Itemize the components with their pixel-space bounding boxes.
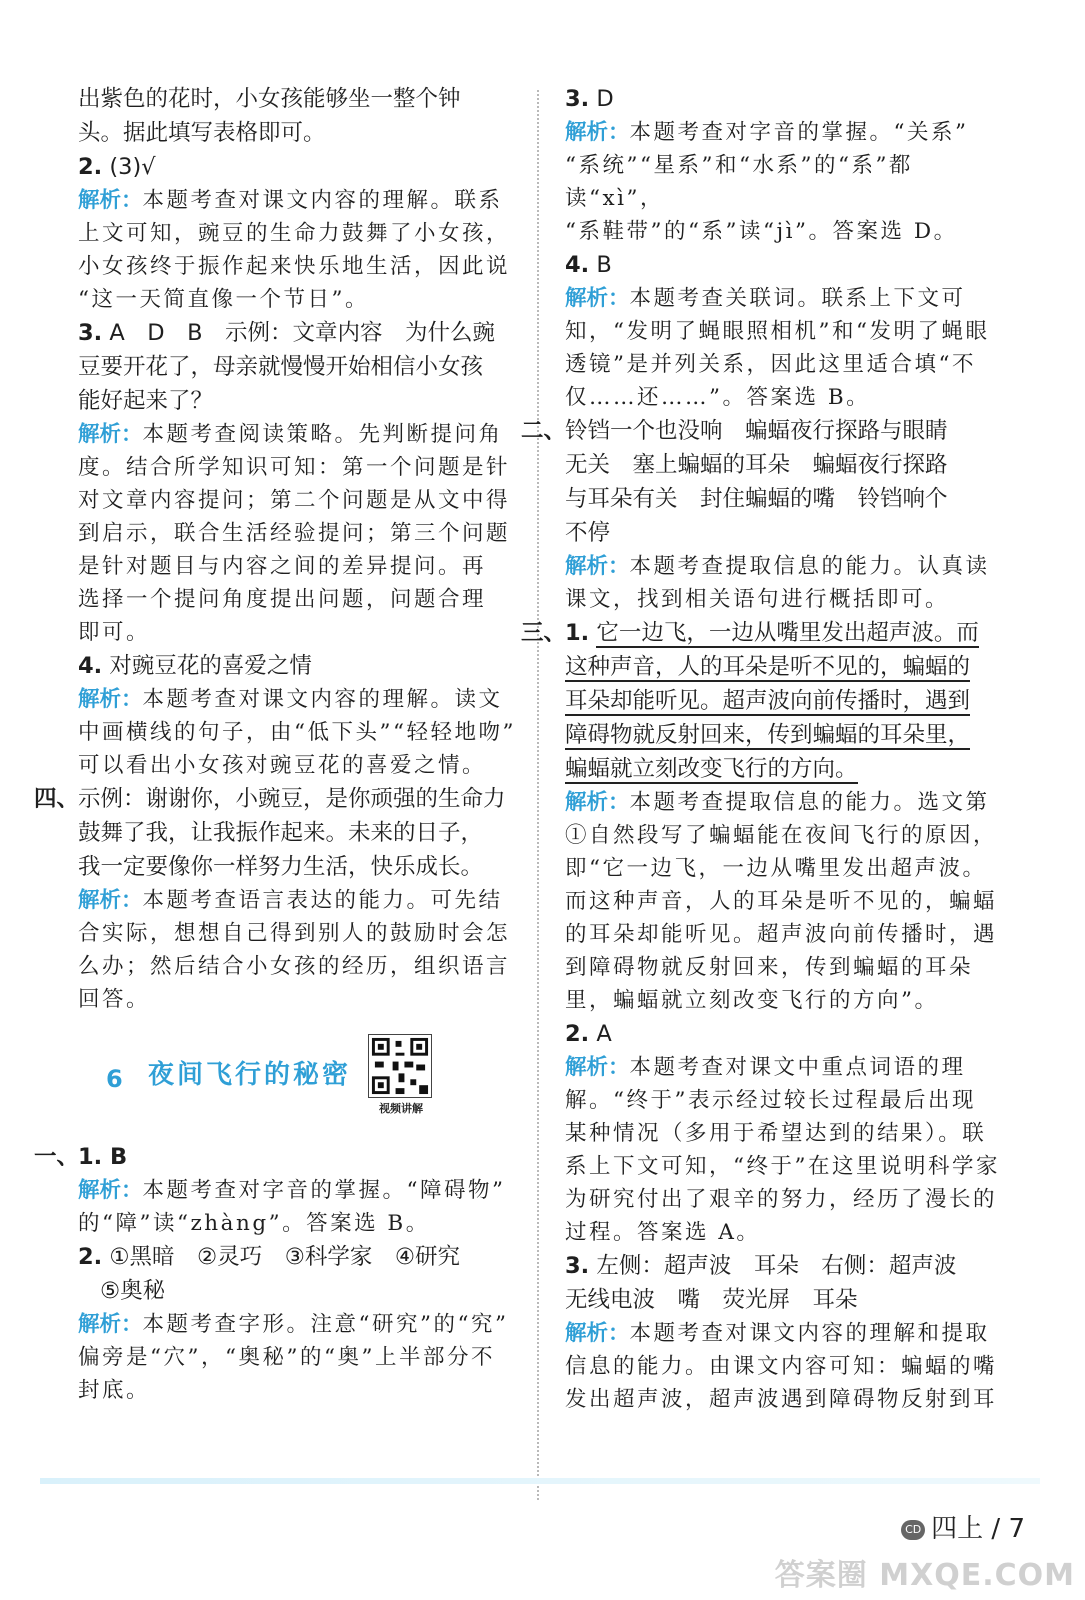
explanation-r3: 解析：本题考查对字音的掌握。“关系” “系统”“星系”和“水系”的“系”都读“xì”， “系鞋带”的“系”读“jì”。答案选 D。 [565,120,969,244]
lesson-number: 6 [106,1065,123,1093]
explanation-section-two: 解析：本题考查提取信息的能力。认真读 课文，找到相关语句进行概括即可。 [565,554,990,612]
explanation-tag: 解析： [78,188,143,213]
page-footer [901,1508,1025,1545]
explanation-r3-2: 解析：本题考查对课文中重点词语的理 解。“终于”表示经过较长过程最后出现 某种情况（多用于希望达到的结果）。联 系上下文可知，“终于”在这里说明科学家 为研究付出了艰辛的努力，经历了漫长的 过程。答案选 A。 [565,1055,1000,1245]
section-two: 二、 铃铛一个也没响 蝙蝠夜行探路与眼睛 无关 塞上蝙蝠的耳朵 蝙蝠夜行探路 与耳朵有关 封住蝙蝠的嘴 铃铛响个 不停 [521,418,948,546]
explanation-3: 解析：本题考查阅读策略。先判断提问角 度。结合所学知识可知：第一个问题是针 对文章内容提问；第二个问题是从文中得 到启示，联合生活经验提问；第三个问题 是针对题目与内容之间的差异提问。再 选择一个提问角度提出问题，问题合理 即可。 [78,422,511,645]
column-divider [537,90,539,1500]
answer-4: 4. 对豌豆花的喜爱之情 [78,653,312,679]
left-column [34,82,523,1407]
right-column [521,82,1005,1416]
answer-r4: 4. B [565,252,612,278]
lesson-title: 夜间飞行的秘密 [148,1060,352,1090]
explanation-r3-3: 解析：本题考查对课文内容的理解和提取 信息的能力。由课文内容可知：蝙蝠的嘴 发出超声波，超声波遇到障碍物反射到耳 [565,1321,998,1412]
explanation-1-2: 解析：本题考查字形。注意“研究”的“究” 偏旁是“穴”，“奥秘”的“奥”上半部分不 封底。 [78,1312,509,1403]
answer-2: 2. (3)√ [78,154,156,180]
explanation-4: 解析：本题考查对课文内容的理解。读文 中画横线的句子，由“低下头”“轻轻地吻” 可以看出小女孩对豌豆花的喜爱之情。 [78,687,516,778]
section-mark: 四、 [34,786,80,812]
publisher-logo-icon: CD [901,1520,925,1540]
qr-code-icon[interactable] [368,1034,432,1098]
answer-r3-3: 3. 左侧：超声波 耳朵 右侧：超声波 无线电波 嘴 荧光屏 耳朵 [565,1253,957,1313]
explanation-section-four: 解析：本题考查语言表达的能力。可先结 合实际，想想自己得到别人的鼓励时会怎 么办；然后结合小女孩的经历，组织语言 回答。 [78,888,511,1012]
page-number: 四上 / 7 [931,1514,1025,1544]
lesson-header [78,1034,523,1134]
answer-r3: 3. D [565,86,614,112]
bottom-band [40,1478,1040,1484]
explanation-r4: 解析：本题考查关联词。联系上下文可 知，“发明了蝇眼照相机”和“发明了蝇眼 透镜”是并列关系，因此这里适合填“不 仅……还……”。答案选 B。 [565,286,990,410]
section-three: 三、 1. 它一边飞，一边从嘴里发出超声波。而 这种声音，人的耳朵是听不见的，蝙蝠的 耳朵却能听见。超声波向前传播时，遇到 障碍物就反射回来，传到蝙蝠的耳朵里， 蝙蝠就立刻改变飞行的方向。 [521,620,979,782]
explanation-2: 解析：本题考查对课文内容的理解。联系 上文可知，豌豆的生命力鼓舞了小女孩， 小女孩终于振作起来快乐地生活，因此说 “这一天简直像一个节日”。 [78,188,511,312]
section-one: 一、 1. B [34,1144,128,1170]
answer-3: 3. A D B 示例：文章内容 为什么豌 豆要开花了，母亲就慢慢开始相信小女孩 能好起来了？ [78,320,496,414]
explanation-1-1: 解析：本题考查对字音的掌握。“障碍物” 的“障”读“zhàng”。答案选 B。 [78,1178,506,1236]
answer-1-2: 2. ①黑暗 ②灵巧 ③科学家 ④研究 ⑤奥秘 [78,1244,461,1304]
explanation-section-three: 解析：本题考查提取信息的能力。选文第 ①自然段写了蝙蝠能在夜间飞行的原因， 即“它一边飞，一边从嘴里发出超声波。 而这种声音，人的耳朵是听不见的，蝙蝠 的耳朵却能听见。超声波向前传播时，遇 到障碍物就反射回来，传到蝙蝠的耳朵 里，蝙蝠就立刻改变飞行的方向”。 [565,790,998,1013]
answer-r3-2: 2. A [565,1021,612,1047]
watermark: 答案圈 MXQE.COM [774,1558,1075,1593]
section-four: 四、 示例：谢谢你，小豌豆，是你顽强的生命力 鼓舞了我，让我振作起来。未来的日子， 我一定要像你一样努力生活，快乐成长。 [78,782,523,884]
qr-label: 视频讲解 [379,1102,423,1115]
intro-line-2: 头。据此填写表格即可。 [78,120,326,146]
intro-line-1: 出紫色的花时，小女孩能够坐一整个钟 [78,86,461,112]
